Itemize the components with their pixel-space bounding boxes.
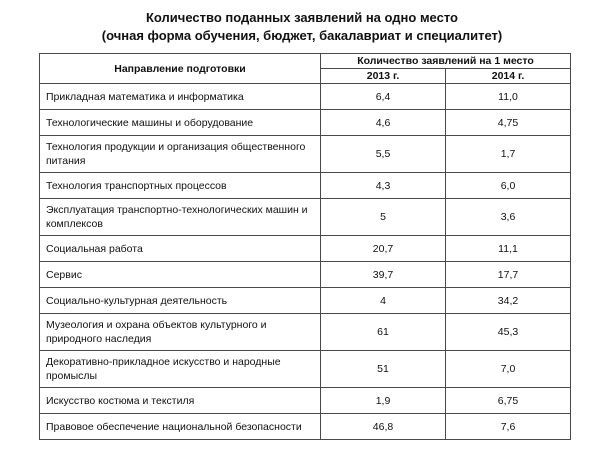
applications-table xyxy=(39,53,571,440)
header-direction: Направление подготовки xyxy=(40,54,321,84)
header-year-2014: 2014 г. xyxy=(446,69,571,84)
row-value-2014: 17,7 xyxy=(446,262,571,288)
table-row xyxy=(40,262,571,288)
table-row xyxy=(40,351,571,388)
row-value-2014: 1,7 xyxy=(446,136,571,173)
row-value-2014: 7,0 xyxy=(446,351,571,388)
row-value-2013: 1,9 xyxy=(321,388,446,414)
row-direction: Прикладная математика и информатика xyxy=(40,84,321,110)
row-direction: Сервис xyxy=(40,262,321,288)
table-row xyxy=(40,314,571,351)
table-subtitle: (очная форма обучения, бюджет, бакалавриат и специалитет) xyxy=(101,28,503,43)
row-direction: Искусство костюма и текстиля xyxy=(40,388,321,414)
table-row xyxy=(40,173,571,199)
row-direction: Социальная работа xyxy=(40,236,321,262)
table-row xyxy=(40,84,571,110)
row-value-2014: 6,0 xyxy=(446,173,571,199)
table-row xyxy=(40,110,571,136)
row-value-2013: 51 xyxy=(321,351,446,388)
header-applications-per-place: Количество заявлений на 1 место xyxy=(321,54,571,69)
table-row xyxy=(40,236,571,262)
row-direction: Правовое обеспечение национальной безопасности xyxy=(40,414,321,440)
row-direction: Декоративно-прикладное искусство и народные промыслы xyxy=(40,351,321,388)
row-value-2013: 4,6 xyxy=(321,110,446,136)
row-value-2014: 3,6 xyxy=(446,199,571,236)
row-direction: Музеология и охрана объектов культурного и природного наследия xyxy=(40,314,321,351)
row-direction: Социально-культурная деятельность xyxy=(40,288,321,314)
row-value-2014: 7,6 xyxy=(446,414,571,440)
row-value-2014: 45,3 xyxy=(446,314,571,351)
row-direction: Эксплуатация транспортно-технологических машин и комплексов xyxy=(40,199,321,236)
row-value-2014: 11,0 xyxy=(446,84,571,110)
table-row xyxy=(40,288,571,314)
row-value-2013: 4 xyxy=(321,288,446,314)
header-year-2013: 2013 г. xyxy=(321,69,446,84)
row-value-2013: 6,4 xyxy=(321,84,446,110)
table-title: Количество поданных заявлений на одно место xyxy=(146,10,458,25)
table-row xyxy=(40,136,571,173)
row-value-2013: 5 xyxy=(321,199,446,236)
table-row xyxy=(40,199,571,236)
table-row xyxy=(40,388,571,414)
row-value-2013: 61 xyxy=(321,314,446,351)
row-value-2014: 4,75 xyxy=(446,110,571,136)
row-direction: Технология транспортных процессов xyxy=(40,173,321,199)
table-row xyxy=(40,414,571,440)
row-direction: Технология продукции и организация общественного питания xyxy=(40,136,321,173)
row-value-2013: 20,7 xyxy=(321,236,446,262)
row-direction: Технологические машины и оборудование xyxy=(40,110,321,136)
row-value-2013: 39,7 xyxy=(321,262,446,288)
row-value-2013: 4,3 xyxy=(321,173,446,199)
row-value-2014: 11,1 xyxy=(446,236,571,262)
row-value-2013: 5,5 xyxy=(321,136,446,173)
row-value-2014: 6,75 xyxy=(446,388,571,414)
row-value-2014: 34,2 xyxy=(446,288,571,314)
row-value-2013: 46,8 xyxy=(321,414,446,440)
